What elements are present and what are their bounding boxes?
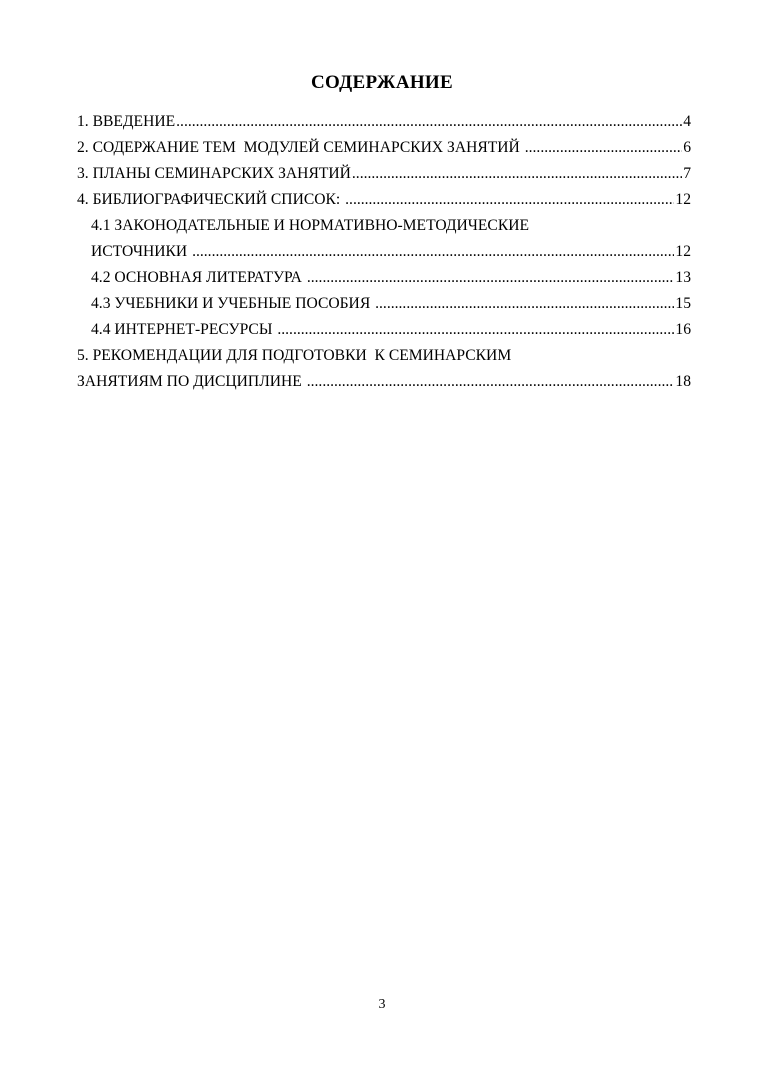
toc-entry-label: 4. БИБЛИОГРАФИЧЕСКИЙ СПИСОК: <box>77 191 345 208</box>
toc-entry-page: 18 <box>675 373 691 390</box>
toc-line <box>91 291 691 317</box>
toc-line <box>91 317 691 343</box>
toc-entry-page: 12 <box>675 191 691 208</box>
toc-entry-label: 2. СОДЕРЖАНИЕ ТЕМ МОДУЛЕЙ СЕМИНАРСКИХ ЗАНЯТИЙ <box>77 139 524 156</box>
toc-line <box>77 135 691 161</box>
toc-entry-label-first-line: 4.1 ЗАКОНОДАТЕЛЬНЫЕ И НОРМАТИВНО-МЕТОДИЧЕСКИЕ <box>91 217 530 234</box>
dot-leader <box>345 187 674 213</box>
dot-leader <box>307 369 675 395</box>
toc-entry-label: 3. ПЛАНЫ СЕМИНАРСКИХ ЗАНЯТИЙ <box>77 165 351 182</box>
dot-leader <box>192 239 674 265</box>
toc-entry-bibliography <box>77 187 691 213</box>
toc-entry-label: 4.3 УЧЕБНИКИ И УЧЕБНЫЕ ПОСОБИЯ <box>91 295 375 312</box>
toc-entry-page: 6 <box>683 139 691 156</box>
dot-leader <box>176 109 682 135</box>
page-number: 3 <box>378 997 386 1012</box>
toc-line <box>91 265 691 291</box>
toc-line <box>77 109 691 135</box>
toc-entry-label: 4.4 ИНТЕРНЕТ-РЕСУРСЫ <box>91 321 277 338</box>
toc-line <box>77 161 691 187</box>
toc-entry-page: 12 <box>675 243 691 260</box>
toc-entry-page: 16 <box>675 321 691 338</box>
dot-leader <box>525 135 682 161</box>
toc-entry-page: 15 <box>675 295 691 312</box>
toc-line <box>77 369 691 395</box>
toc-entry-legislative-sources <box>91 213 691 265</box>
toc-entry-internet-resources <box>91 317 691 343</box>
toc-entry-page: 13 <box>675 269 691 286</box>
toc-entry-label: ИСТОЧНИКИ <box>91 243 192 260</box>
toc-line <box>91 239 691 265</box>
toc-entry-label: ЗАНЯТИЯМ ПО ДИСЦИПЛИНЕ <box>77 373 306 390</box>
table-of-contents <box>77 109 691 395</box>
toc-line <box>77 187 691 213</box>
toc-entry-seminar-plans <box>77 161 691 187</box>
toc-entry-label: 4.2 ОСНОВНАЯ ЛИТЕРАТУРА <box>91 269 306 286</box>
dot-leader <box>277 317 674 343</box>
dot-leader <box>375 291 674 317</box>
toc-entry-label-first-line: 5. РЕКОМЕНДАЦИИ ДЛЯ ПОДГОТОВКИ К СЕМИНАРСКИМ <box>77 347 512 364</box>
toc-entry-main-literature <box>91 265 691 291</box>
toc-entry-introduction <box>77 109 691 135</box>
toc-entry-textbooks <box>91 291 691 317</box>
toc-entry-recommendations <box>77 343 691 395</box>
toc-entry-page: 4 <box>683 113 691 130</box>
toc-title: СОДЕРЖАНИЕ <box>311 72 453 93</box>
toc-entry-topics-content <box>77 135 691 161</box>
toc-entry-page: 7 <box>683 165 691 182</box>
toc-entry-label: 1. ВВЕДЕНИЕ <box>77 113 176 130</box>
dot-leader <box>352 161 682 187</box>
dot-leader <box>307 265 675 291</box>
